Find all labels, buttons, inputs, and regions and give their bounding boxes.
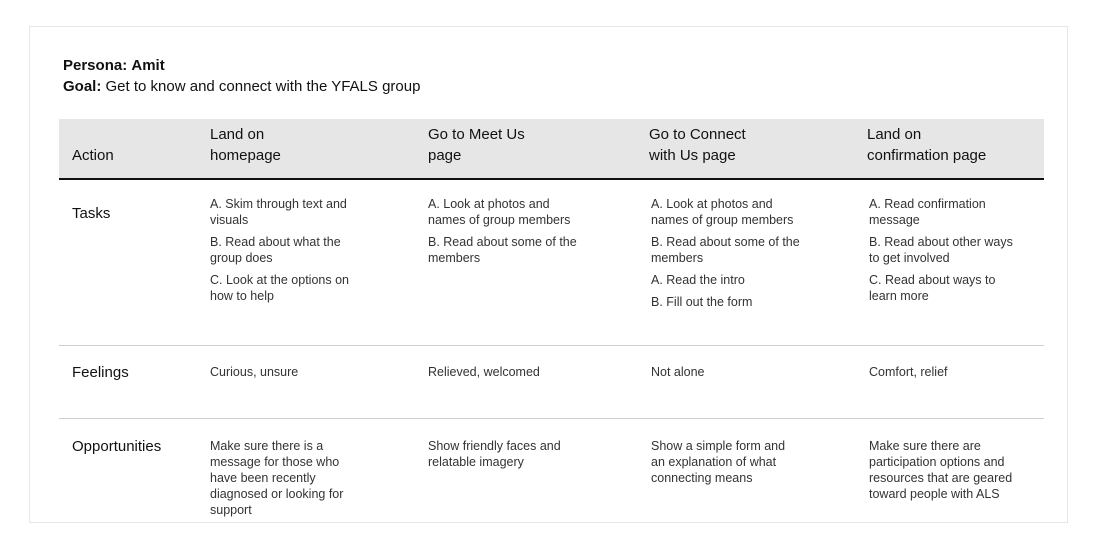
feelings-cell-connect: Not alone [651, 365, 705, 379]
opportunities-cell-homepage: Make sure there is a message for those who have been recently diagnosed or looking for support [210, 439, 344, 517]
task-item: B. Read about other ways to get involved [869, 235, 1013, 265]
goal-label: Goal: [63, 78, 102, 95]
header-stage-meet-us-line1: Go to Meet Us [428, 126, 525, 143]
opportunities-cell-meet-us: Show friendly faces and relatable imagery [428, 439, 561, 469]
feelings-cell-confirmation: Comfort, relief [869, 365, 948, 379]
header-stage-meet-us [428, 124, 525, 166]
header-stage-meet-us-line2: page [428, 147, 462, 164]
tasks-cell-confirmation [869, 196, 1019, 310]
header-action: Action [72, 147, 114, 164]
header-stage-confirmation-line1: Land on [867, 126, 922, 143]
header-stage-confirmation-line2: confirmation page [867, 147, 987, 164]
opportunities-cell-confirmation: Make sure there are participation options and resources that are geared toward people with ALS [869, 439, 1013, 501]
persona-name: Amit [131, 57, 165, 74]
row-label-opportunities: Opportunities [72, 438, 162, 455]
task-item: C. Look at the options on how to help [210, 273, 349, 303]
table-header [59, 119, 1044, 180]
header-stage-homepage [210, 124, 281, 166]
task-item: A. Look at photos and names of group members [651, 197, 794, 227]
goal-text: Get to know and connect with the YFALS group [105, 78, 421, 95]
header-stage-homepage-line1: Land on [210, 126, 265, 143]
feelings-cell-meet-us: Relieved, welcomed [428, 365, 540, 379]
row-divider [59, 345, 1044, 346]
task-item: B. Read about some of the members [651, 235, 800, 265]
task-item: A. Read confirmation message [869, 197, 986, 227]
task-item: A. Read the intro [651, 273, 745, 287]
task-item: B. Fill out the form [651, 295, 753, 309]
tasks-cell-meet-us [428, 196, 578, 272]
persona-line [63, 55, 420, 76]
row-label-tasks: Tasks [72, 205, 111, 222]
persona-label: Persona: [63, 57, 128, 74]
task-item: C. Read about ways to learn more [869, 273, 996, 303]
task-item: B. Read about what the group does [210, 235, 341, 265]
row-label-feelings: Feelings [72, 364, 129, 381]
row-divider [59, 418, 1044, 419]
journey-map-card [29, 26, 1068, 523]
tasks-cell-homepage [210, 196, 360, 310]
opportunities-cell-connect: Show a simple form and an explanation of what connecting means [651, 439, 786, 485]
header-stage-confirmation [867, 124, 986, 166]
feelings-cell-homepage: Curious, unsure [210, 365, 299, 379]
persona-block [63, 55, 420, 97]
header-stage-connect-line1: Go to Connect [649, 126, 746, 143]
header-stage-homepage-line2: homepage [210, 147, 281, 164]
task-item: B. Read about some of the members [428, 235, 577, 265]
tasks-cell-connect [651, 196, 801, 316]
goal-line [63, 76, 420, 97]
task-item: A. Skim through text and visuals [210, 197, 347, 227]
header-stage-connect [649, 124, 746, 166]
task-item: A. Look at photos and names of group members [428, 197, 571, 227]
header-stage-connect-line2: with Us page [649, 147, 736, 164]
